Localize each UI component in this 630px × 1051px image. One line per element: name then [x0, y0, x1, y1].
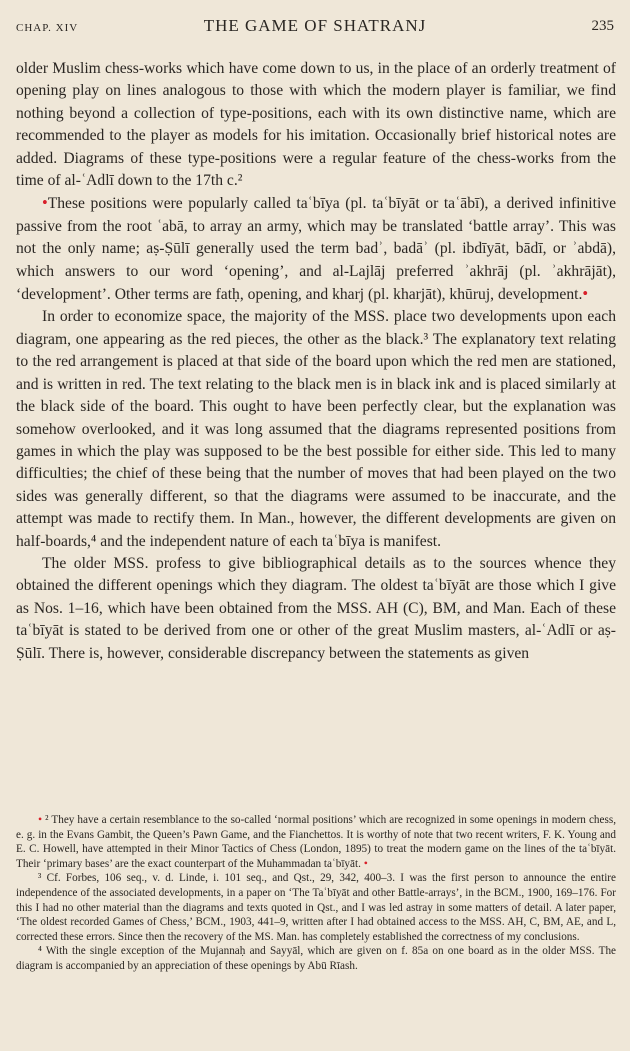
footnote: ⁴ With the single exception of the Mujannaḥ and Sayyāl, which are given on f. 85a on one board as in the older MSS. The diagram is accompanied by an appreciation of these openings by Abū Rīash.	[16, 945, 616, 972]
running-header	[16, 16, 614, 40]
page-number: 235	[591, 18, 614, 34]
footnote: • ² They have a certain resemblance to the so-called ‘normal positions’ which are recognized in some openings in modern chess, e. g. in the Evans Gambit, the Queen’s Pawn Game, and the Fianchettos. It is worthy of note that two recent writers, F. K. Young and E. C. Howell, have attempted in their Minor Tactics of Chess (London, 1895) to treat the modern game on the lines of the taʿbīyāt. Their ‘primary bases’ are the exact counterpart of the Muhammadan taʿbīyāt. •	[16, 813, 616, 870]
red-dot-mark: •	[582, 284, 589, 304]
chapter-label: CHAP. XIV	[16, 22, 79, 34]
paragraph: •These positions were popularly called taʿbīya (pl. taʿbīyāt or taʿābī), a derived infinitive passive from the root ʿabā, to array an army, which may be translated ‘battle array’. This was not the only name; aṣ-Ṣūlī generally used the term badʾ, badāʾ (pl. ibdīyāt, bādī, or ʾabdā), which answers to our word ‘opening’, and al-Lajlāj preferred ʾakhrāj (pl. ʾakhrājāt), ‘development’. Other terms are fatḥ, opening, and kharj (pl. kharjāt), khūruj, development.•	[16, 193, 616, 304]
footnote: ³ Cf. Forbes, 106 seq., v. d. Linde, i. 101 seq., and Qst., 29, 342, 400–3. I was the first person to announce the entire independence of the associated developments, in a paper on ‘The Taʿbīyāt and other Battle-arrays’, in the BCM., 1900, 169–176. For this I had no other material than the diagrams and texts quoted in Qst., and I was led astray in some matters of detail. A later paper, ‘The oldest recorded Games of Chess,’ BCM., 1903, 441–9, written after I had obtained access to the MSS. AH, C, BM, AE, and L, corrected these errors. Since then the recovery of the MS. Man. has completely established the correctness of my conclusions.	[16, 872, 616, 943]
paragraph: older Muslim chess-works which have come down to us, in the place of an orderly treatment of opening play on lines analogous to those with which the modern player is familiar, we find nothing beyond a collection of type-positions, each with its own distinctive name, which are recommended to the player as models for his imitation. Occasionally brief historical notes are added. Diagrams of these type-positions were a regular feature of the chess-works from the time of al-ʿAdlī down to the 17th c.²	[16, 60, 616, 190]
paragraph: In order to economize space, the majority of the MSS. place two developments upon each diagram, one appearing as the red pieces, the other as the black.³ The explanatory text relating to the red arrangement is placed at that side of the board upon which the red men are stationed, and is written in red. The text relating to the black men is in black ink and is placed similarly at the black side of the board. This ought to have been perfectly clear, but the explanation was somehow overlooked, and it was long assumed that the diagrams represented positions from games in which the play was supposed to be the best possible for either side. This led to many difficulties; the chief of these being that the number of moves that had been played on the two sides was generally different, so that the diagrams were assumed to be inaccurate, and the attempt was made to rectify them. In Man., however, the different developments are given on half-boards,⁴ and the independent nature of each taʿbīya is manifest.	[16, 308, 616, 550]
main-text	[16, 58, 616, 665]
footnotes	[16, 813, 616, 974]
running-title: THE GAME OF SHATRANJ	[203, 16, 427, 35]
red-dot-mark: •	[38, 813, 43, 826]
red-dot-mark: •	[363, 856, 368, 870]
paragraph: The older MSS. profess to give bibliographical details as to the sources whence they obtained the different openings which they diagram. The oldest taʿbīyāt are those which I give as Nos. 1–16, which have been obtained from the MSS. AH (C), BM, and Man. Each of these taʿbīyāt is stated to be derived from one or other of the great Muslim masters, al-ʿAdlī or aṣ-Ṣūlī. There is, however, considerable discrepancy between the statements as given	[16, 554, 616, 662]
red-dot-mark: •	[42, 193, 48, 213]
